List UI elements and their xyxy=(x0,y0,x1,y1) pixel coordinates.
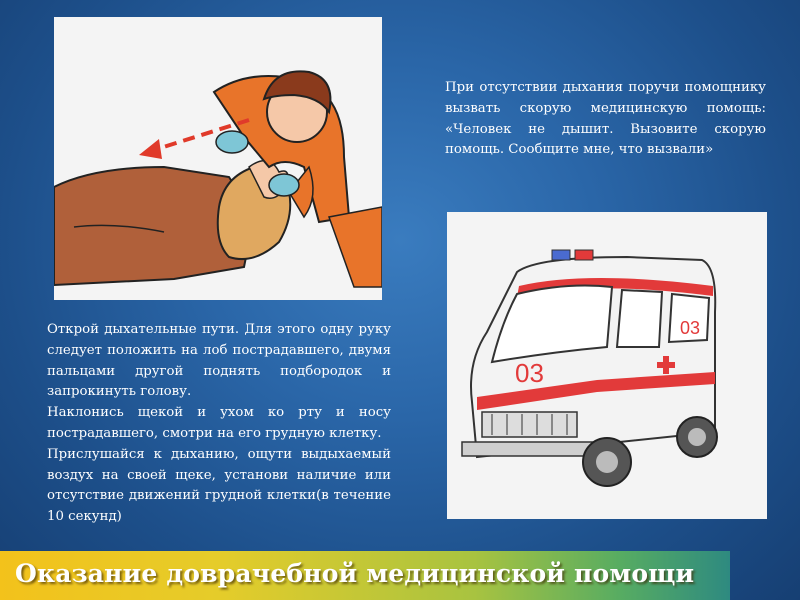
left-paragraph-1: Открой дыхательные пути. Для этого одну руку следует положить на лоб пострадавшего, двумя пальцами другой поднять подбородок и запрокинуть голову. xyxy=(47,322,391,400)
left-paragraph-3: Прислушайся к дыханию, ощути выдыхаемый воздух на своей щеке, установи наличие или отсутствие движений грудной клетки(в течение 10 секунд) xyxy=(47,446,391,525)
cpr-illustration xyxy=(54,17,382,300)
ambulance-label: 03 xyxy=(515,358,544,388)
instruction-call-ambulance xyxy=(445,78,766,161)
instruction-airway xyxy=(47,320,391,528)
left-paragraph-2: Наклонись щекой и ухом ко рту и носу пострадавшего, смотри на его грудную клетку. xyxy=(47,405,391,441)
slide-title: Оказание доврачебной медицинской помощи xyxy=(15,559,695,588)
ambulance-label-side: 03 xyxy=(680,318,701,338)
right-paragraph: При отсутствии дыхания поручи помощнику вызвать скорую медицинскую помощь: «Человек не дышит. Вызовите скорую помощь. Сообщите мне, что вызвали» xyxy=(445,80,766,158)
title-bar xyxy=(0,551,730,600)
ambulance-illustration xyxy=(447,212,767,519)
